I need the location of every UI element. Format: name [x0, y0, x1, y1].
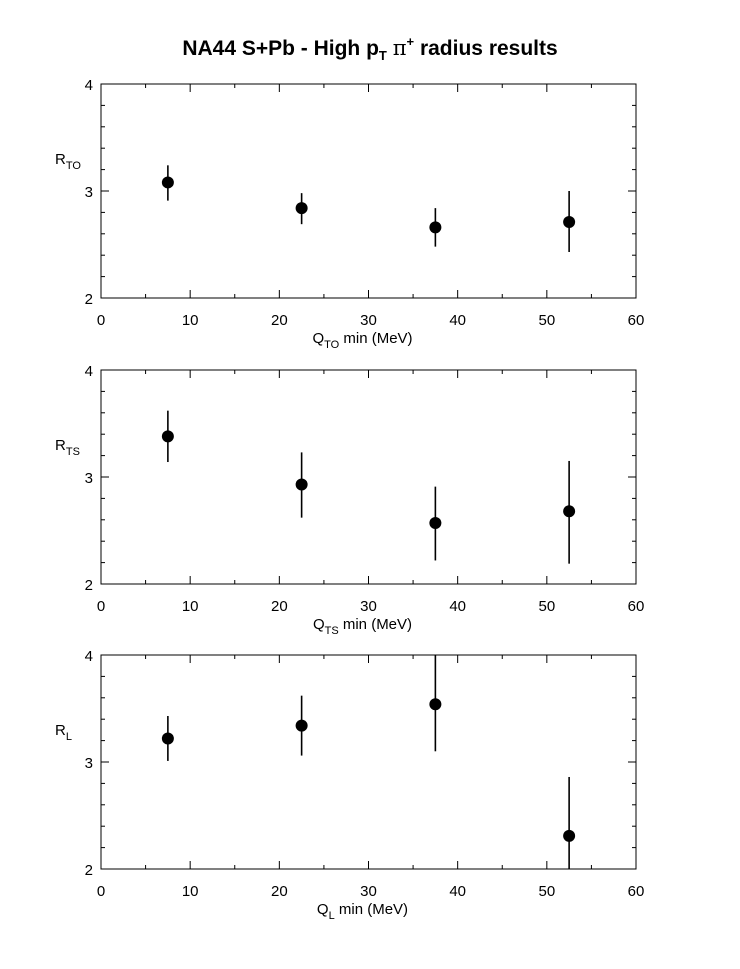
- y-tick-label: 2: [84, 291, 93, 308]
- data-point: [162, 430, 174, 442]
- chart-title-pi: π: [392, 36, 407, 60]
- x-tick-label: 20: [270, 598, 288, 615]
- x-axis-label: [313, 616, 412, 637]
- y-tick-label: 3: [84, 755, 93, 772]
- chart-title-subscript: T: [378, 48, 387, 63]
- y-tick-label: 4: [84, 77, 93, 94]
- x-tick-label: 10: [181, 883, 199, 900]
- data-point: [563, 505, 575, 517]
- y-tick-label: 3: [84, 470, 93, 487]
- y-axis-label-subscript: TS: [65, 446, 80, 458]
- x-tick-label: 50: [538, 883, 556, 900]
- x-tick-label: 60: [627, 598, 645, 615]
- y-tick-label: 2: [84, 577, 93, 594]
- x-tick-label: 30: [360, 883, 377, 900]
- plot-panel-3: [55, 648, 644, 922]
- y-axis-label-main: R: [55, 722, 66, 739]
- x-tick-label: 50: [538, 312, 556, 329]
- x-tick-label: 20: [270, 312, 288, 329]
- x-tick-label: 0: [96, 598, 106, 615]
- y-axis-label-subscript: L: [65, 731, 72, 743]
- x-tick-label: 0: [96, 312, 106, 329]
- x-tick-label: 60: [627, 883, 645, 900]
- chart-title-main: NA44 S+Pb - High p: [182, 37, 379, 60]
- y-axis-label-main: R: [55, 151, 66, 168]
- x-tick-label: 40: [449, 312, 467, 329]
- y-axis-label: [55, 437, 80, 458]
- x-axis-label-subscript: TS: [324, 625, 339, 637]
- data-point: [296, 478, 308, 490]
- y-axis-label: [55, 722, 72, 743]
- y-tick-label: 4: [84, 363, 93, 380]
- x-axis-label-subscript: L: [328, 910, 335, 922]
- data-point: [429, 698, 441, 710]
- x-tick-label: 40: [449, 883, 467, 900]
- x-tick-label: 10: [181, 598, 199, 615]
- data-point: [162, 732, 174, 744]
- plot-frame: [101, 655, 636, 869]
- y-tick-label: 3: [84, 184, 93, 201]
- plot-frame: [101, 370, 636, 584]
- y-tick-label: 4: [84, 648, 93, 665]
- x-axis-label-subscript: TO: [324, 339, 340, 351]
- x-axis-label-rest: min (MeV): [338, 616, 413, 633]
- data-point: [429, 517, 441, 529]
- y-axis-label-subscript: TO: [65, 160, 81, 172]
- x-axis-label-main: Q: [316, 901, 329, 918]
- data-point: [429, 221, 441, 233]
- x-tick-label: 30: [360, 598, 377, 615]
- x-tick-label: 50: [538, 598, 556, 615]
- data-point: [563, 216, 575, 228]
- plot-frame: [101, 84, 636, 298]
- x-tick-label: 10: [181, 312, 199, 329]
- x-tick-label: 0: [96, 883, 106, 900]
- x-tick-label: 30: [360, 312, 377, 329]
- data-point: [563, 830, 575, 842]
- x-axis-label-rest: min (MeV): [339, 330, 413, 347]
- y-tick-label: 2: [84, 862, 93, 879]
- x-axis-label-main: Q: [312, 330, 325, 347]
- x-tick-label: 60: [627, 312, 645, 329]
- plot-panel-2: [55, 363, 644, 637]
- data-point: [296, 202, 308, 214]
- x-axis-label: [317, 901, 408, 922]
- plot-panel-1: [55, 77, 644, 351]
- y-axis-label-main: R: [55, 437, 66, 454]
- x-axis-label: [312, 330, 412, 351]
- y-axis-label: [55, 151, 81, 172]
- data-point: [296, 720, 308, 732]
- x-tick-label: 40: [449, 598, 467, 615]
- x-axis-label-main: Q: [312, 616, 325, 633]
- chart-title-superscript: +: [406, 34, 415, 49]
- chart-title-rest: radius results: [414, 37, 558, 60]
- x-axis-label-rest: min (MeV): [334, 901, 409, 918]
- data-point: [162, 176, 174, 188]
- x-tick-label: 20: [270, 883, 288, 900]
